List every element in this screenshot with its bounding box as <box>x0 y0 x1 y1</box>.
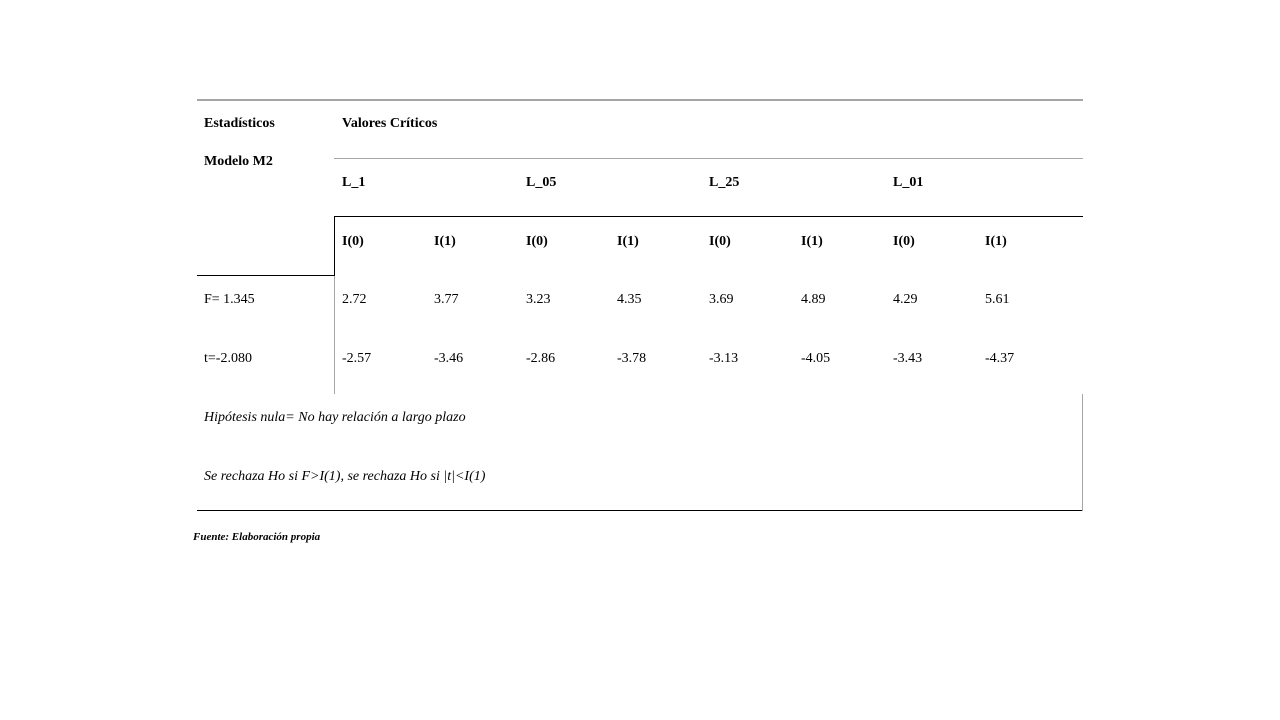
stub-header-statistics: Estadísticos <box>204 116 275 131</box>
decision-rule-note: Se rechaza Ho si F>I(1), se rechaza Ho si |t|<I(1) <box>204 469 486 484</box>
level-header-l01: L_01 <box>893 175 924 190</box>
subheader-i0: I(0) <box>893 234 915 249</box>
table-cell: -2.57 <box>342 351 372 366</box>
stub-header-model: Modelo M2 <box>204 154 273 169</box>
table-cell: -4.37 <box>985 351 1015 366</box>
table-cell: -2.86 <box>526 351 556 366</box>
table-cell: 5.61 <box>985 292 1010 307</box>
level-header-l25: L_25 <box>709 175 740 190</box>
row-label-t: t=-2.080 <box>204 351 252 366</box>
row-label-f: F= 1.345 <box>204 292 255 307</box>
subheader-i1: I(1) <box>985 234 1007 249</box>
subheader-i0: I(0) <box>342 234 364 249</box>
critical-values-header: Valores Críticos <box>342 116 438 131</box>
level-header-l1: L_1 <box>342 175 366 190</box>
source-caption: Fuente: Elaboración propia <box>193 531 321 543</box>
level-header-rule <box>334 216 1083 217</box>
stub-divider-body <box>334 276 335 394</box>
table-cell: 3.77 <box>434 292 459 307</box>
table-cell: -3.46 <box>434 351 464 366</box>
table-bottom-rule <box>197 510 1083 511</box>
group-header-rule <box>334 158 1083 159</box>
table-cell: 3.69 <box>709 292 734 307</box>
table-cell: 3.23 <box>526 292 551 307</box>
table-cell: -3.78 <box>617 351 647 366</box>
table-cell: -3.43 <box>893 351 923 366</box>
stub-header-rule <box>197 275 335 276</box>
table-cell: 4.35 <box>617 292 642 307</box>
subheader-i0: I(0) <box>526 234 548 249</box>
null-hypothesis-note: Hipótesis nula= No hay relación a largo plazo <box>204 410 466 425</box>
notes-right-border <box>1082 394 1083 511</box>
table-cell: 4.29 <box>893 292 918 307</box>
subheader-i1: I(1) <box>801 234 823 249</box>
table-cell: 2.72 <box>342 292 367 307</box>
stub-divider <box>334 216 335 276</box>
table-cell: -3.13 <box>709 351 739 366</box>
subheader-i1: I(1) <box>434 234 456 249</box>
table-cell: 4.89 <box>801 292 826 307</box>
table-cell: -4.05 <box>801 351 831 366</box>
table-top-rule <box>197 99 1083 101</box>
level-header-l05: L_05 <box>526 175 557 190</box>
subheader-i1: I(1) <box>617 234 639 249</box>
subheader-i0: I(0) <box>709 234 731 249</box>
